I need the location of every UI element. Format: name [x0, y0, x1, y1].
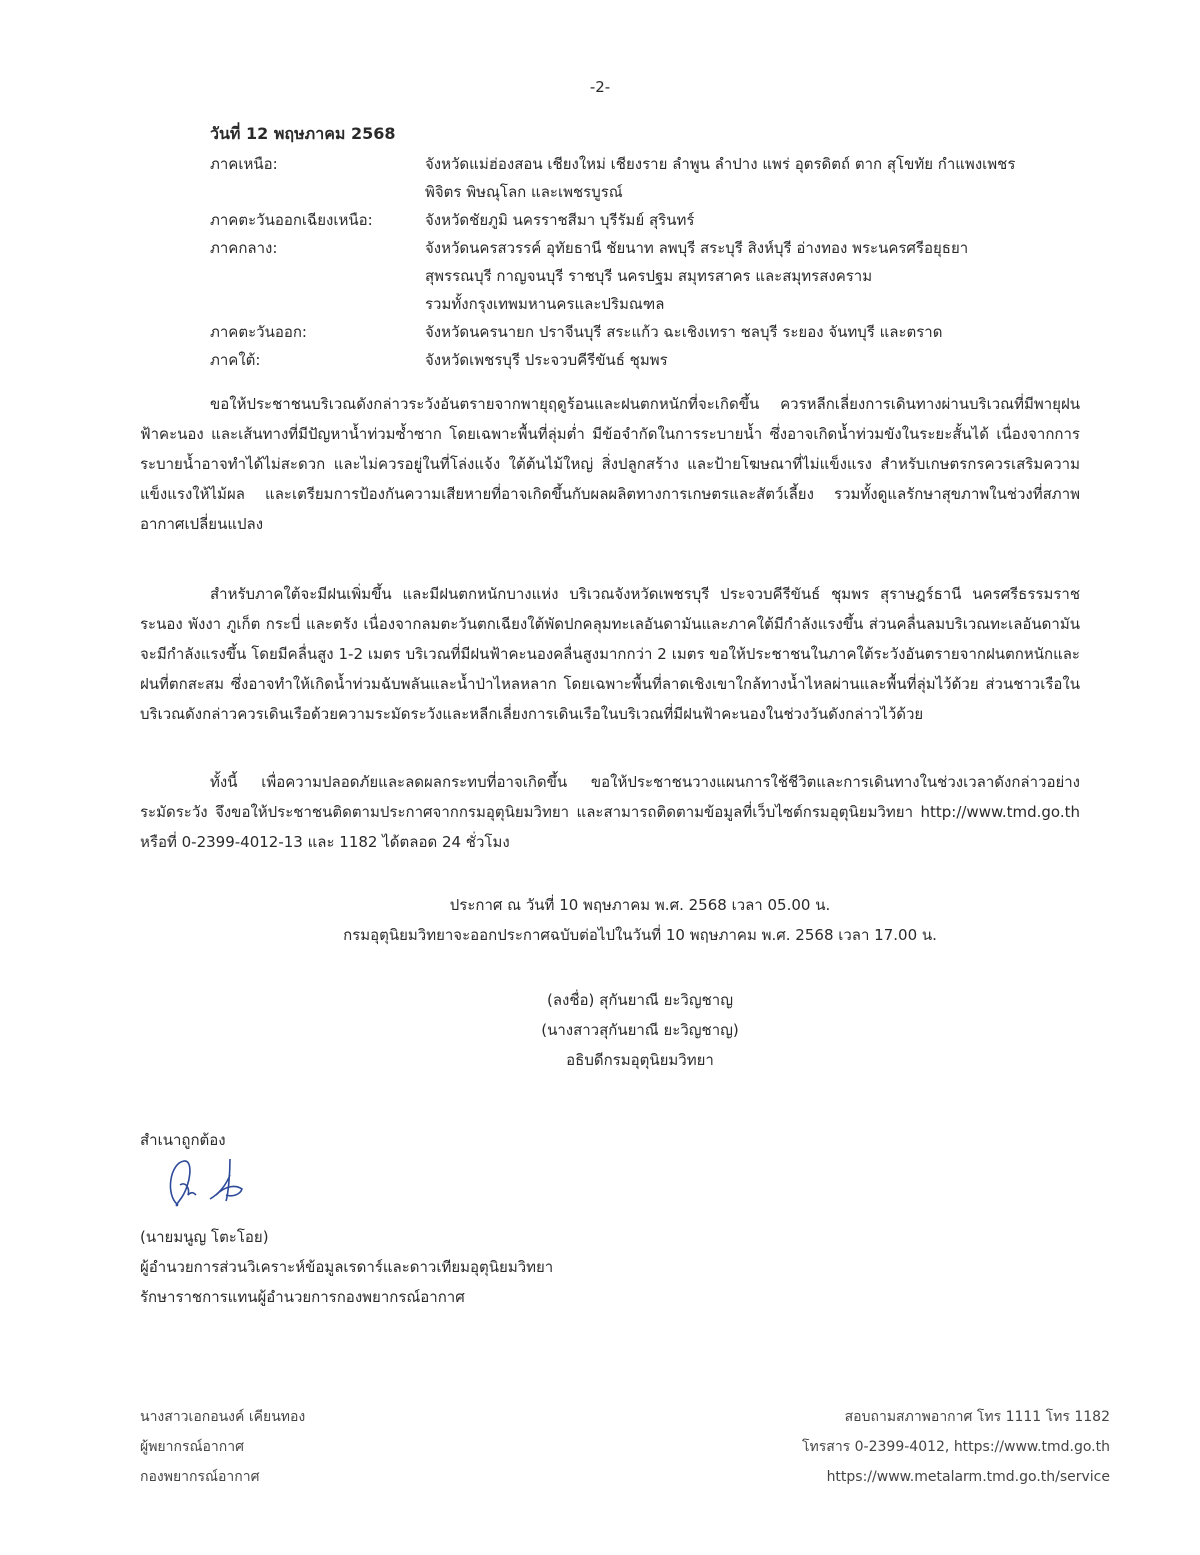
warning-paragraph: ขอให้ประชาชนบริเวณดังกล่าวระวังอันตรายจากพายุฤดูร้อนและฝนตกหนักที่จะเกิดขึ้น ควรหลีกเลี่ยงการเดินทางผ่านบริเวณที่มีพายุฝนฟ้าคะนอง และเส้นทางที่มีปัญหาน้ำท่วมซ้ำซาก โดยเฉพาะพื้นที่ลุ่มต่ำ มีข้อจำกัดในการระบายน้ำ ซึ่งอาจเกิดน้ำท่วมขังในระยะสั้นได้ เนื่องจากการระบายน้ำอาจทำได้ไม่สะดวก และไม่ควรอยู่ในที่โล่งแจ้ง ใต้ต้นไม้ใหญ่ สิ่งปลูกสร้าง และป้ายโฆษณาที่ไม่แข็งแรง สำหรับเกษตรกรควรเสริมความแข็งแรงให้ไม้ผล และเตรียมการป้องกันความเสียหายที่อาจเกิดขึ้นกับผลผลิตทางการเกษตรและสัตว์เลี้ยง รวมทั้งดูแลรักษาสุขภาพในช่วงที่สภาพอากาศเปลี่ยนแปลง [140, 395, 1080, 533]
region-provinces [425, 318, 1090, 346]
province-line: สุพรรณบุรี กาญจนบุรี ราชบุรี นครปฐม สมุทรสาคร และสมุทรสงคราม [425, 267, 873, 285]
south-paragraph: สำหรับภาคใต้จะมีฝนเพิ่มขึ้น และมีฝนตกหนักบางแห่ง บริเวณจังหวัดเพชรบุรี ประจวบคีรีขันธ์ ชุมพร สุราษฎร์ธานี นครศรีธรรมราช ระนอง พังงา ภูเก็ต กระบี่ และตรัง เนื่องจากลมตะวันตกเฉียงใต้พัดปกคลุมทะเลอันดามันและภาคใต้มีกำลังแรงขึ้น ส่วนคลื่นลมบริเวณทะเลอันดามันจะมีกำลังแรงขึ้น โดยมีคลื่นสูง 1-2 เมตร บริเวณที่มีฝนฟ้าคะนองคลื่นสูงมากกว่า 2 เมตร ขอให้ประชาชนในภาคใต้ระวังอันตรายจากฝนตกหนักและฝนที่ตกสะสม ซึ่งอาจทำให้เกิดน้ำท่วมฉับพลันและน้ำป่าไหลหลาก โดยเฉพาะพื้นที่ลาดเชิงเขาใกล้ทางน้ำไหลผ่านและพื้นที่ลุ่มไว้ด้วย ส่วนชาวเรือในบริเวณดังกล่าวควรเดินเรือด้วยความระมัดระวังและหลีกเลี่ยงการเดินเรือในบริเวณที่มีฝนฟ้าคะนองในช่วงวันดังกล่าวไว้ด้วย [140, 585, 1080, 723]
signed-line: (ลงชื่อ) สุกันยาณี ยะวิญชาญ [547, 991, 733, 1009]
region-south [210, 346, 1090, 374]
forecaster-position: ผู้พยากรณ์อากาศ [140, 1439, 244, 1455]
province-line: จังหวัดนครสวรรค์ อุทัยธานี ชัยนาท ลพบุรี สระบุรี สิงห์บุรี อ่างทอง พระนครศรีอยุธยา [425, 239, 969, 257]
region-label: ภาคตะวันออกเฉียงเหนือ: [210, 211, 373, 229]
footer-forecaster [140, 1402, 305, 1492]
province-line: จังหวัดเพชรบุรี ประจวบคีรีขันธ์ ชุมพร [425, 351, 668, 369]
region-label: ภาคเหนือ: [210, 155, 278, 173]
region-provinces [425, 206, 1090, 234]
handwritten-signature-icon [160, 1155, 260, 1215]
forecaster-name: นางสาวเอกอนงค์ เคียนทอง [140, 1409, 306, 1425]
certified-copy-block [140, 1222, 553, 1312]
contact-phone: สอบถามสภาพอากาศ โทร 1111 โทร 1182 [844, 1409, 1110, 1425]
region-label: ภาคตะวันออก: [210, 323, 307, 341]
date-heading: วันที่ 12 พฤษภาคม 2568 [210, 124, 396, 143]
signer-name: (นางสาวสุกันยาณี ยะวิญชาญ) [541, 1021, 739, 1039]
region-provinces [425, 234, 1090, 318]
province-line: จังหวัดชัยภูมิ นครราชสีมา บุรีรัมย์ สุรินทร์ [425, 211, 695, 229]
region-provinces [425, 346, 1090, 374]
region-list [210, 150, 1090, 374]
province-line: จังหวัดแม่ฮ่องสอน เชียงใหม่ เชียงราย ลำพูน ลำปาง แพร่ อุตรดิตถ์ ตาก สุโขทัย กำแพงเพชร [425, 155, 1016, 173]
province-line: พิจิตร พิษณุโลก และเพชรบูรณ์ [425, 183, 623, 201]
contact-service-url: https://www.metalarm.tmd.go.th/service [826, 1469, 1110, 1485]
region-label: ภาคใต้: [210, 351, 261, 369]
certified-copy-label: สำเนาถูกต้อง [140, 1131, 226, 1149]
certifier-name: (นายมนูญ โตะโอย) [140, 1228, 269, 1246]
page-number: -2- [589, 78, 611, 96]
certifier-acting-title: รักษาราชการแทนผู้อำนวยการกองพยากรณ์อากาศ [140, 1288, 465, 1306]
region-provinces [425, 150, 1090, 206]
province-line: จังหวัดนครนายก ปราจีนบุรี สระแก้ว ฉะเชิงเทรา ชลบุรี ระยอง จันทบุรี และตราด [425, 323, 943, 341]
issued-line: ประกาศ ณ วันที่ 10 พฤษภาคม พ.ศ. 2568 เวลา 05.00 น. [449, 896, 831, 914]
certifier-title: ผู้อำนวยการส่วนวิเคราะห์ข้อมูลเรดาร์และดาวเทียมอุตุนิยมวิทยา [140, 1258, 554, 1276]
region-northeast [210, 206, 1090, 234]
region-central [210, 234, 1090, 318]
contact-fax-website: โทรสาร 0-2399-4012, https://www.tmd.go.th [802, 1439, 1110, 1455]
region-north [210, 150, 1090, 206]
signer-block [40, 985, 1200, 1075]
announcement-block [40, 890, 1200, 950]
region-east [210, 318, 1090, 346]
advice-paragraph: ทั้งนี้ เพื่อความปลอดภัยและลดผลกระทบที่อาจเกิดขึ้น ขอให้ประชาชนวางแผนการใช้ชีวิตและการเดินทางในช่วงเวลาดังกล่าวอย่างระมัดระวัง จึงขอให้ประชาชนติดตามประกาศจากกรมอุตุนิยมวิทยา และสามารถติดตามข้อมูลที่เว็บไซต์กรมอุตุนิยมวิทยา http://www.tmd.go.th หรือที่ 0-2399-4012-13 และ 1182 ได้ตลอด 24 ชั่วโมง [140, 773, 1080, 851]
forecaster-division: กองพยากรณ์อากาศ [140, 1469, 260, 1485]
footer-contact [802, 1402, 1110, 1492]
signer-title: อธิบดีกรมอุตุนิยมวิทยา [566, 1051, 714, 1069]
province-line: รวมทั้งกรุงเทพมหานครและปริมณฑล [425, 295, 665, 313]
region-label: ภาคกลาง: [210, 239, 278, 257]
next-issue-line: กรมอุตุนิยมวิทยาจะออกประกาศฉบับต่อไปในวันที่ 10 พฤษภาคม พ.ศ. 2568 เวลา 17.00 น. [343, 926, 937, 944]
